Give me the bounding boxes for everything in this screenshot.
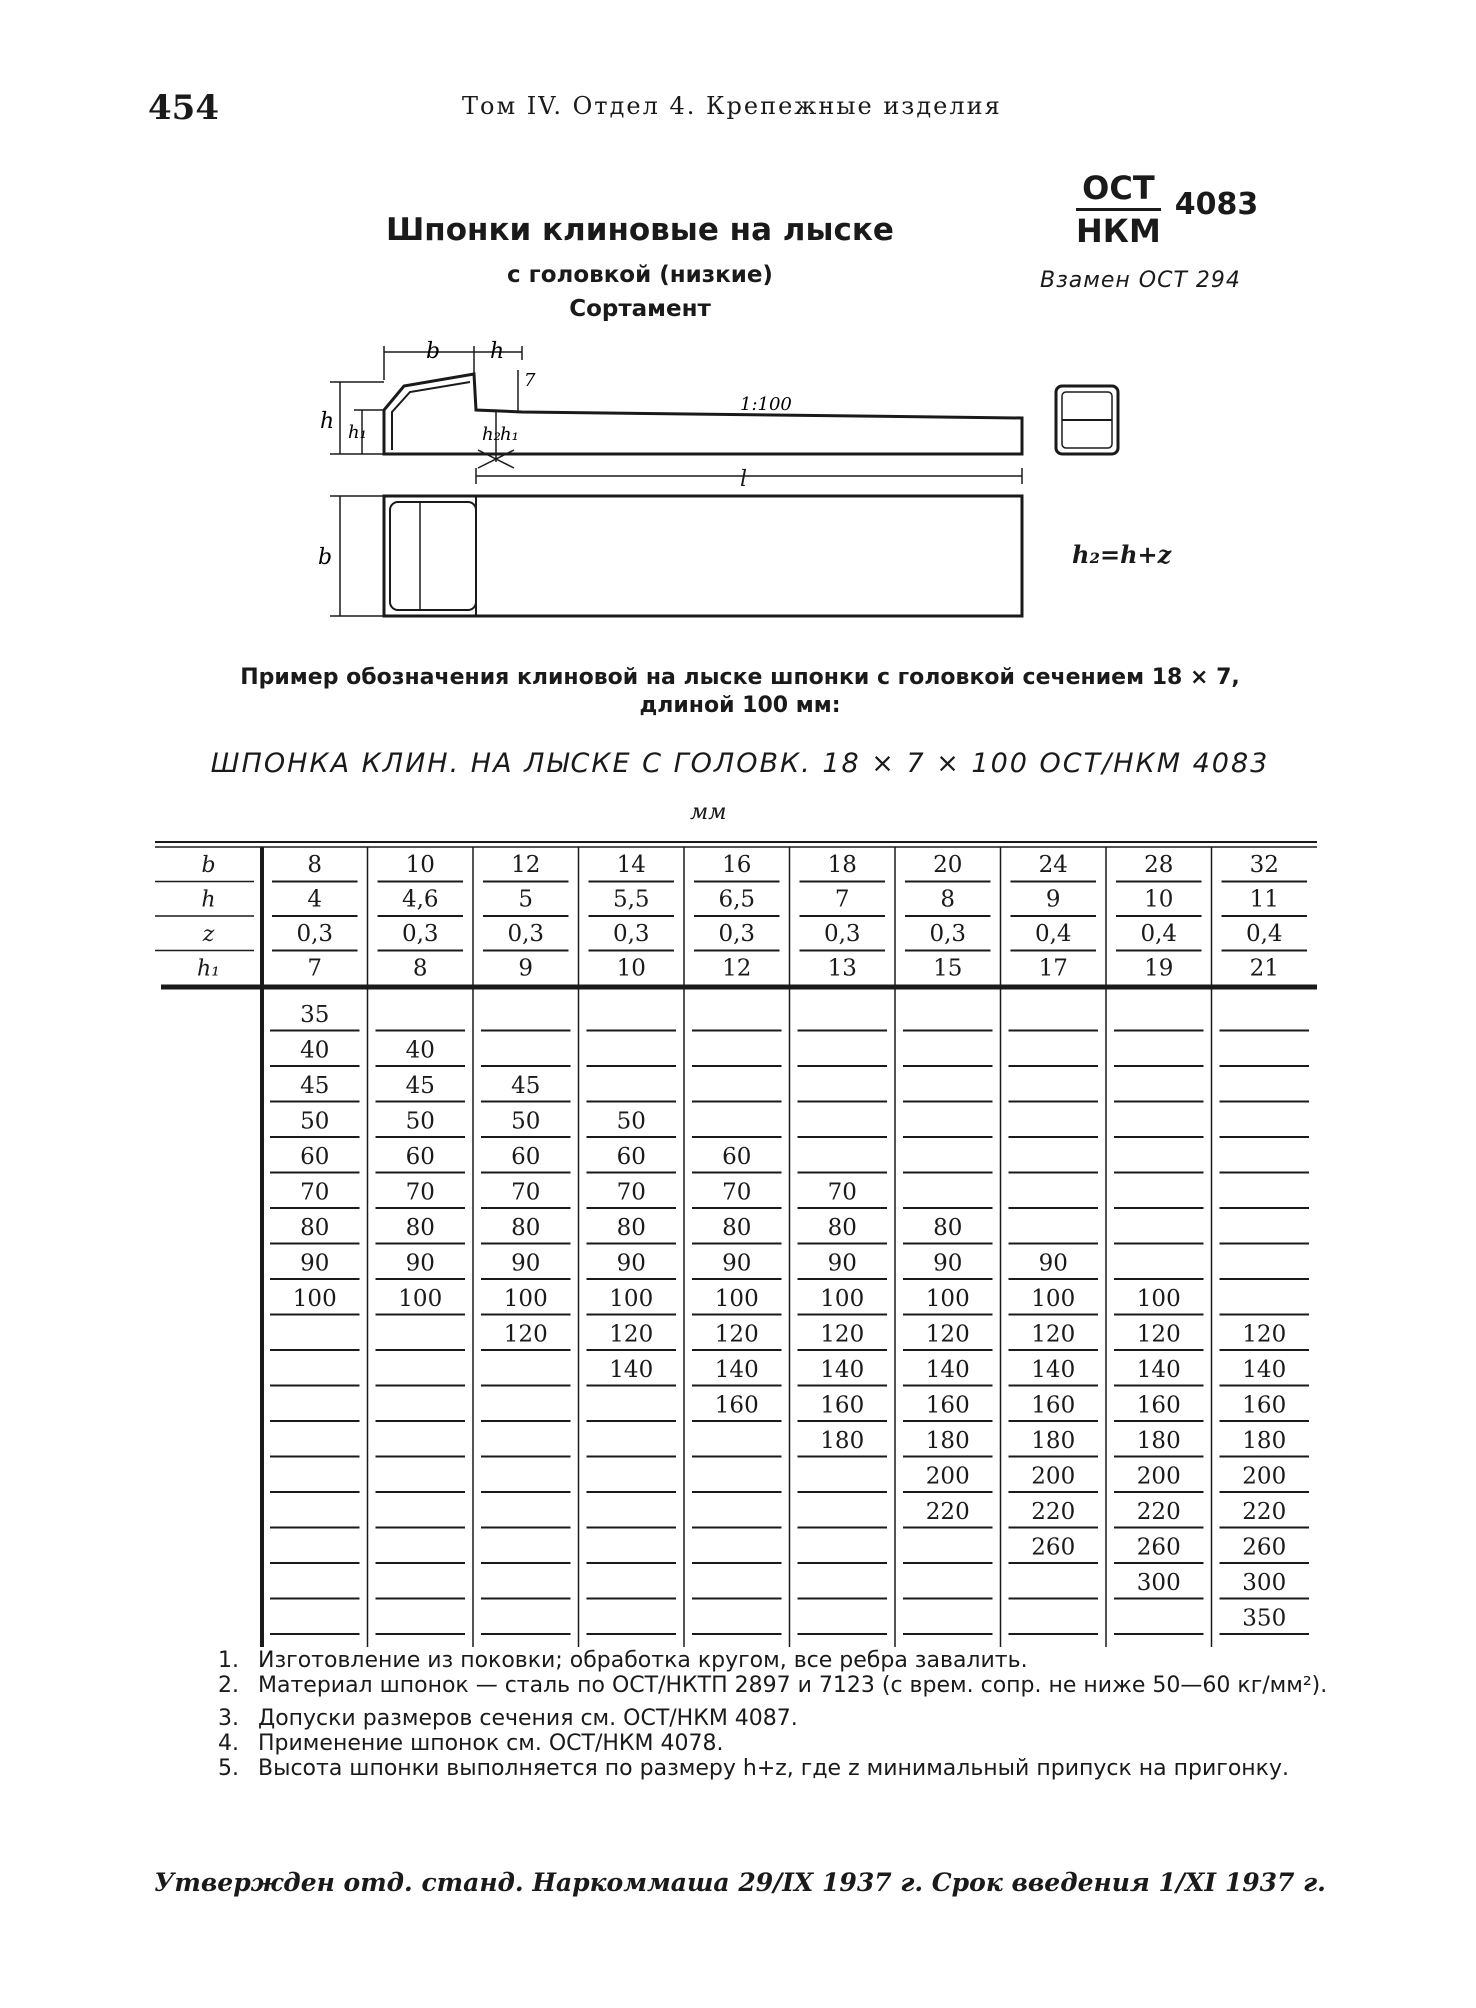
header-cell: 0,3	[507, 921, 545, 947]
header-cell: 0,3	[612, 921, 650, 947]
header-cell: 12	[722, 955, 752, 982]
label-h-top: h	[490, 340, 505, 364]
length-cell: 160	[714, 1392, 759, 1419]
label-b-top: b	[426, 340, 441, 364]
header-cell: 32	[1249, 852, 1279, 878]
header-cell: 6,5	[718, 886, 756, 913]
length-cell: 90	[1038, 1250, 1068, 1277]
length-cell: 80	[933, 1215, 963, 1241]
standard-top: ОСТ	[1076, 168, 1161, 211]
length-cell: 220	[1031, 1499, 1076, 1525]
length-cell: 80	[616, 1215, 646, 1241]
length-cell: 35	[300, 1002, 330, 1028]
length-cell: 120	[1031, 1321, 1076, 1348]
label-b-left: b	[318, 545, 333, 570]
example-line-1: Пример обозначения клиновой на лыске шпонки с головкой сечением 18 × 7,	[240, 665, 1240, 690]
length-cell: 220	[1136, 1499, 1181, 1525]
example-line-2: длиной 100 мм:	[639, 693, 841, 718]
length-cell: 100	[503, 1286, 548, 1312]
header-cell: 10	[405, 852, 435, 878]
length-cell: 45	[511, 1073, 541, 1099]
label-l: l	[740, 467, 748, 492]
header-cell: 0,4	[1140, 921, 1178, 947]
length-cell: 50	[616, 1108, 646, 1135]
length-cell: 70	[511, 1179, 541, 1206]
length-cell: 50	[405, 1108, 435, 1135]
header-cell: 10	[616, 955, 646, 982]
length-cell: 200	[1242, 1463, 1287, 1490]
length-cell: 180	[820, 1428, 865, 1454]
length-cell: 45	[300, 1073, 330, 1099]
note-item	[218, 1731, 1334, 1756]
label-slope: 1:100	[740, 394, 792, 415]
replaces-note: Взамен ОСТ 294	[1040, 268, 1241, 293]
length-cell: 140	[1242, 1357, 1287, 1383]
length-cell: 120	[1136, 1321, 1181, 1348]
header-cell: 0,3	[929, 921, 967, 947]
header-cell: 4	[307, 886, 323, 913]
note-text: Допуски размеров сечения см. ОСТ/НКМ 4087.	[258, 1706, 798, 1731]
page-number: 454	[148, 88, 219, 128]
header-cell: 0,4	[1245, 921, 1283, 947]
header-cell: 21	[1249, 955, 1279, 982]
length-cell: 160	[1242, 1392, 1287, 1419]
length-cell: 60	[405, 1144, 435, 1170]
standard-number: 4083	[1174, 187, 1259, 222]
length-cell: 40	[300, 1037, 330, 1064]
header-cell: 9	[518, 955, 534, 982]
length-cell: 140	[1031, 1357, 1076, 1383]
length-cell: 120	[1242, 1321, 1287, 1348]
length-cell: 220	[925, 1499, 970, 1525]
note-number: 5.	[218, 1756, 239, 1781]
length-cell: 90	[722, 1250, 752, 1277]
length-cell: 140	[925, 1357, 970, 1383]
header-label-3: h₁	[197, 956, 220, 982]
length-cell: 100	[398, 1286, 443, 1312]
header-cell: 0,3	[296, 921, 334, 947]
length-cell: 80	[300, 1215, 330, 1241]
length-cell: 120	[925, 1321, 970, 1348]
page-title: Шпонки клиновые на лыске	[386, 212, 894, 248]
note-number: 4.	[218, 1731, 239, 1756]
note-number: 1.	[218, 1648, 239, 1673]
length-cell: 120	[714, 1321, 759, 1348]
header-cell: 0,3	[401, 921, 439, 947]
note-text: Высота шпонки выполняется по размеру h+z, где z минимальный припуск на пригонку.	[258, 1756, 1289, 1781]
label-seven: 7	[524, 370, 536, 391]
header-cell: 17	[1038, 955, 1068, 982]
header-cell: 8	[307, 852, 323, 878]
subtitle: с головкой (низкие)	[507, 262, 773, 288]
length-cell: 100	[1031, 1286, 1076, 1312]
header-cell: 13	[827, 955, 857, 982]
length-cell: 70	[616, 1179, 646, 1206]
length-cell: 70	[827, 1179, 857, 1206]
length-cell: 100	[820, 1286, 865, 1312]
length-cell: 140	[609, 1357, 654, 1383]
length-cell: 140	[714, 1357, 759, 1383]
label-h-left: h	[320, 409, 335, 434]
subtitle-assortment: Сортамент	[569, 296, 711, 322]
running-head: Том IV. Отдел 4. Крепежные изделия	[462, 92, 1002, 120]
header-cell: 16	[722, 852, 752, 878]
header-cell: 11	[1249, 886, 1279, 913]
note-text: Применение шпонок см. ОСТ/НКМ 4078.	[258, 1731, 724, 1756]
length-cell: 50	[511, 1108, 541, 1135]
length-cell: 80	[511, 1215, 541, 1241]
header-cell: 15	[933, 955, 963, 982]
header-cell: 9	[1045, 886, 1061, 913]
header-cell: 5,5	[612, 886, 650, 913]
header-cell: 18	[827, 852, 857, 878]
length-cell: 260	[1242, 1534, 1287, 1561]
header-cell: 7	[834, 886, 850, 913]
height-formula: h₂=h+z	[1072, 540, 1172, 569]
header-cell: 0,3	[718, 921, 756, 947]
length-cell: 120	[820, 1321, 865, 1348]
length-cell: 140	[820, 1357, 865, 1383]
header-label-0: b	[201, 853, 216, 878]
length-cell: 180	[1031, 1428, 1076, 1454]
note-number: 3.	[218, 1706, 239, 1731]
header-cell: 4,6	[401, 886, 439, 913]
note-item	[218, 1648, 1334, 1673]
length-cell: 220	[1242, 1499, 1287, 1525]
unit-label: мм	[690, 800, 727, 825]
length-cell: 90	[616, 1250, 646, 1277]
length-cell: 200	[1031, 1463, 1076, 1490]
header-cell: 0,3	[823, 921, 861, 947]
length-cell: 100	[609, 1286, 654, 1312]
length-cell: 80	[827, 1215, 857, 1241]
length-cell: 120	[609, 1321, 654, 1348]
length-cell: 300	[1136, 1570, 1181, 1596]
header-label-1: h	[201, 887, 216, 913]
header-cell: 10	[1144, 886, 1174, 913]
notes-list	[218, 1648, 1334, 1781]
note-text: Изготовление из поковки; обработка кругом, все ребра завалить.	[258, 1648, 1028, 1673]
length-cell: 350	[1242, 1605, 1287, 1632]
header-label-2: z	[202, 922, 215, 947]
length-cell: 120	[503, 1321, 548, 1348]
header-cell: 24	[1038, 852, 1068, 878]
length-cell: 200	[925, 1463, 970, 1490]
length-cell: 100	[1136, 1286, 1181, 1312]
length-cell: 180	[1136, 1428, 1181, 1454]
length-cell: 70	[722, 1179, 752, 1206]
length-cell: 80	[722, 1215, 752, 1241]
length-cell: 100	[714, 1286, 759, 1312]
length-cell: 90	[405, 1250, 435, 1277]
label-h1: h₁	[500, 424, 519, 445]
label-h1-left: h₁	[348, 422, 367, 443]
header-cell: 12	[511, 852, 541, 878]
length-cell: 60	[300, 1144, 330, 1170]
length-cell: 90	[933, 1250, 963, 1277]
label-h2: h₂	[482, 424, 501, 445]
header-cell: 8	[412, 955, 428, 982]
length-cell: 60	[511, 1144, 541, 1170]
example-designation: ШПОНКА КЛИН. НА ЛЫСКЕ С ГОЛОВК. 18 × 7 × 100 ОСТ/НКМ 4083	[210, 748, 1270, 779]
length-cell: 260	[1031, 1534, 1076, 1561]
length-cell: 45	[405, 1073, 435, 1099]
length-cell: 100	[925, 1286, 970, 1312]
length-cell: 200	[1136, 1463, 1181, 1490]
length-cell: 90	[300, 1250, 330, 1277]
header-cell: 7	[307, 955, 323, 982]
length-cell: 90	[511, 1250, 541, 1277]
length-cell: 70	[300, 1179, 330, 1206]
length-cell: 180	[1242, 1428, 1287, 1454]
length-cell: 70	[405, 1179, 435, 1206]
length-cell: 160	[1136, 1392, 1181, 1419]
note-item	[218, 1673, 1334, 1698]
header-cell: 14	[616, 852, 646, 878]
header-cell: 20	[933, 852, 963, 878]
length-cell: 180	[925, 1428, 970, 1454]
length-cell: 60	[722, 1144, 752, 1170]
header-cell: 0,4	[1034, 921, 1072, 947]
standard-bottom: НКМ	[1076, 212, 1161, 250]
header-cell: 5	[518, 886, 534, 913]
length-cell: 160	[1031, 1392, 1076, 1419]
length-cell: 160	[925, 1392, 970, 1419]
length-cell: 80	[405, 1215, 435, 1241]
length-cell: 140	[1136, 1357, 1181, 1383]
header-cell: 19	[1144, 955, 1174, 982]
length-cell: 60	[616, 1144, 646, 1170]
header-cell: 28	[1144, 852, 1174, 878]
note-number: 2.	[218, 1673, 239, 1698]
length-cell: 300	[1242, 1570, 1287, 1596]
length-cell: 50	[300, 1108, 330, 1135]
note-text: Материал шпонок — сталь по ОСТ/НКТП 2897 и 7123 (с врем. сопр. не ниже 50—60 кг/мм²).	[258, 1673, 1328, 1698]
length-cell: 100	[292, 1286, 337, 1312]
length-cell: 90	[827, 1250, 857, 1277]
note-item	[218, 1706, 1334, 1731]
length-cell: 160	[820, 1392, 865, 1419]
length-cell: 40	[405, 1037, 435, 1064]
approval-footer: Утвержден отд. станд. Наркоммаша 29/IX 1937 г. Срок введения 1/XI 1937 г.	[154, 1868, 1326, 1897]
length-cell: 260	[1136, 1534, 1181, 1561]
header-cell: 8	[940, 886, 956, 913]
note-item	[218, 1756, 1334, 1781]
